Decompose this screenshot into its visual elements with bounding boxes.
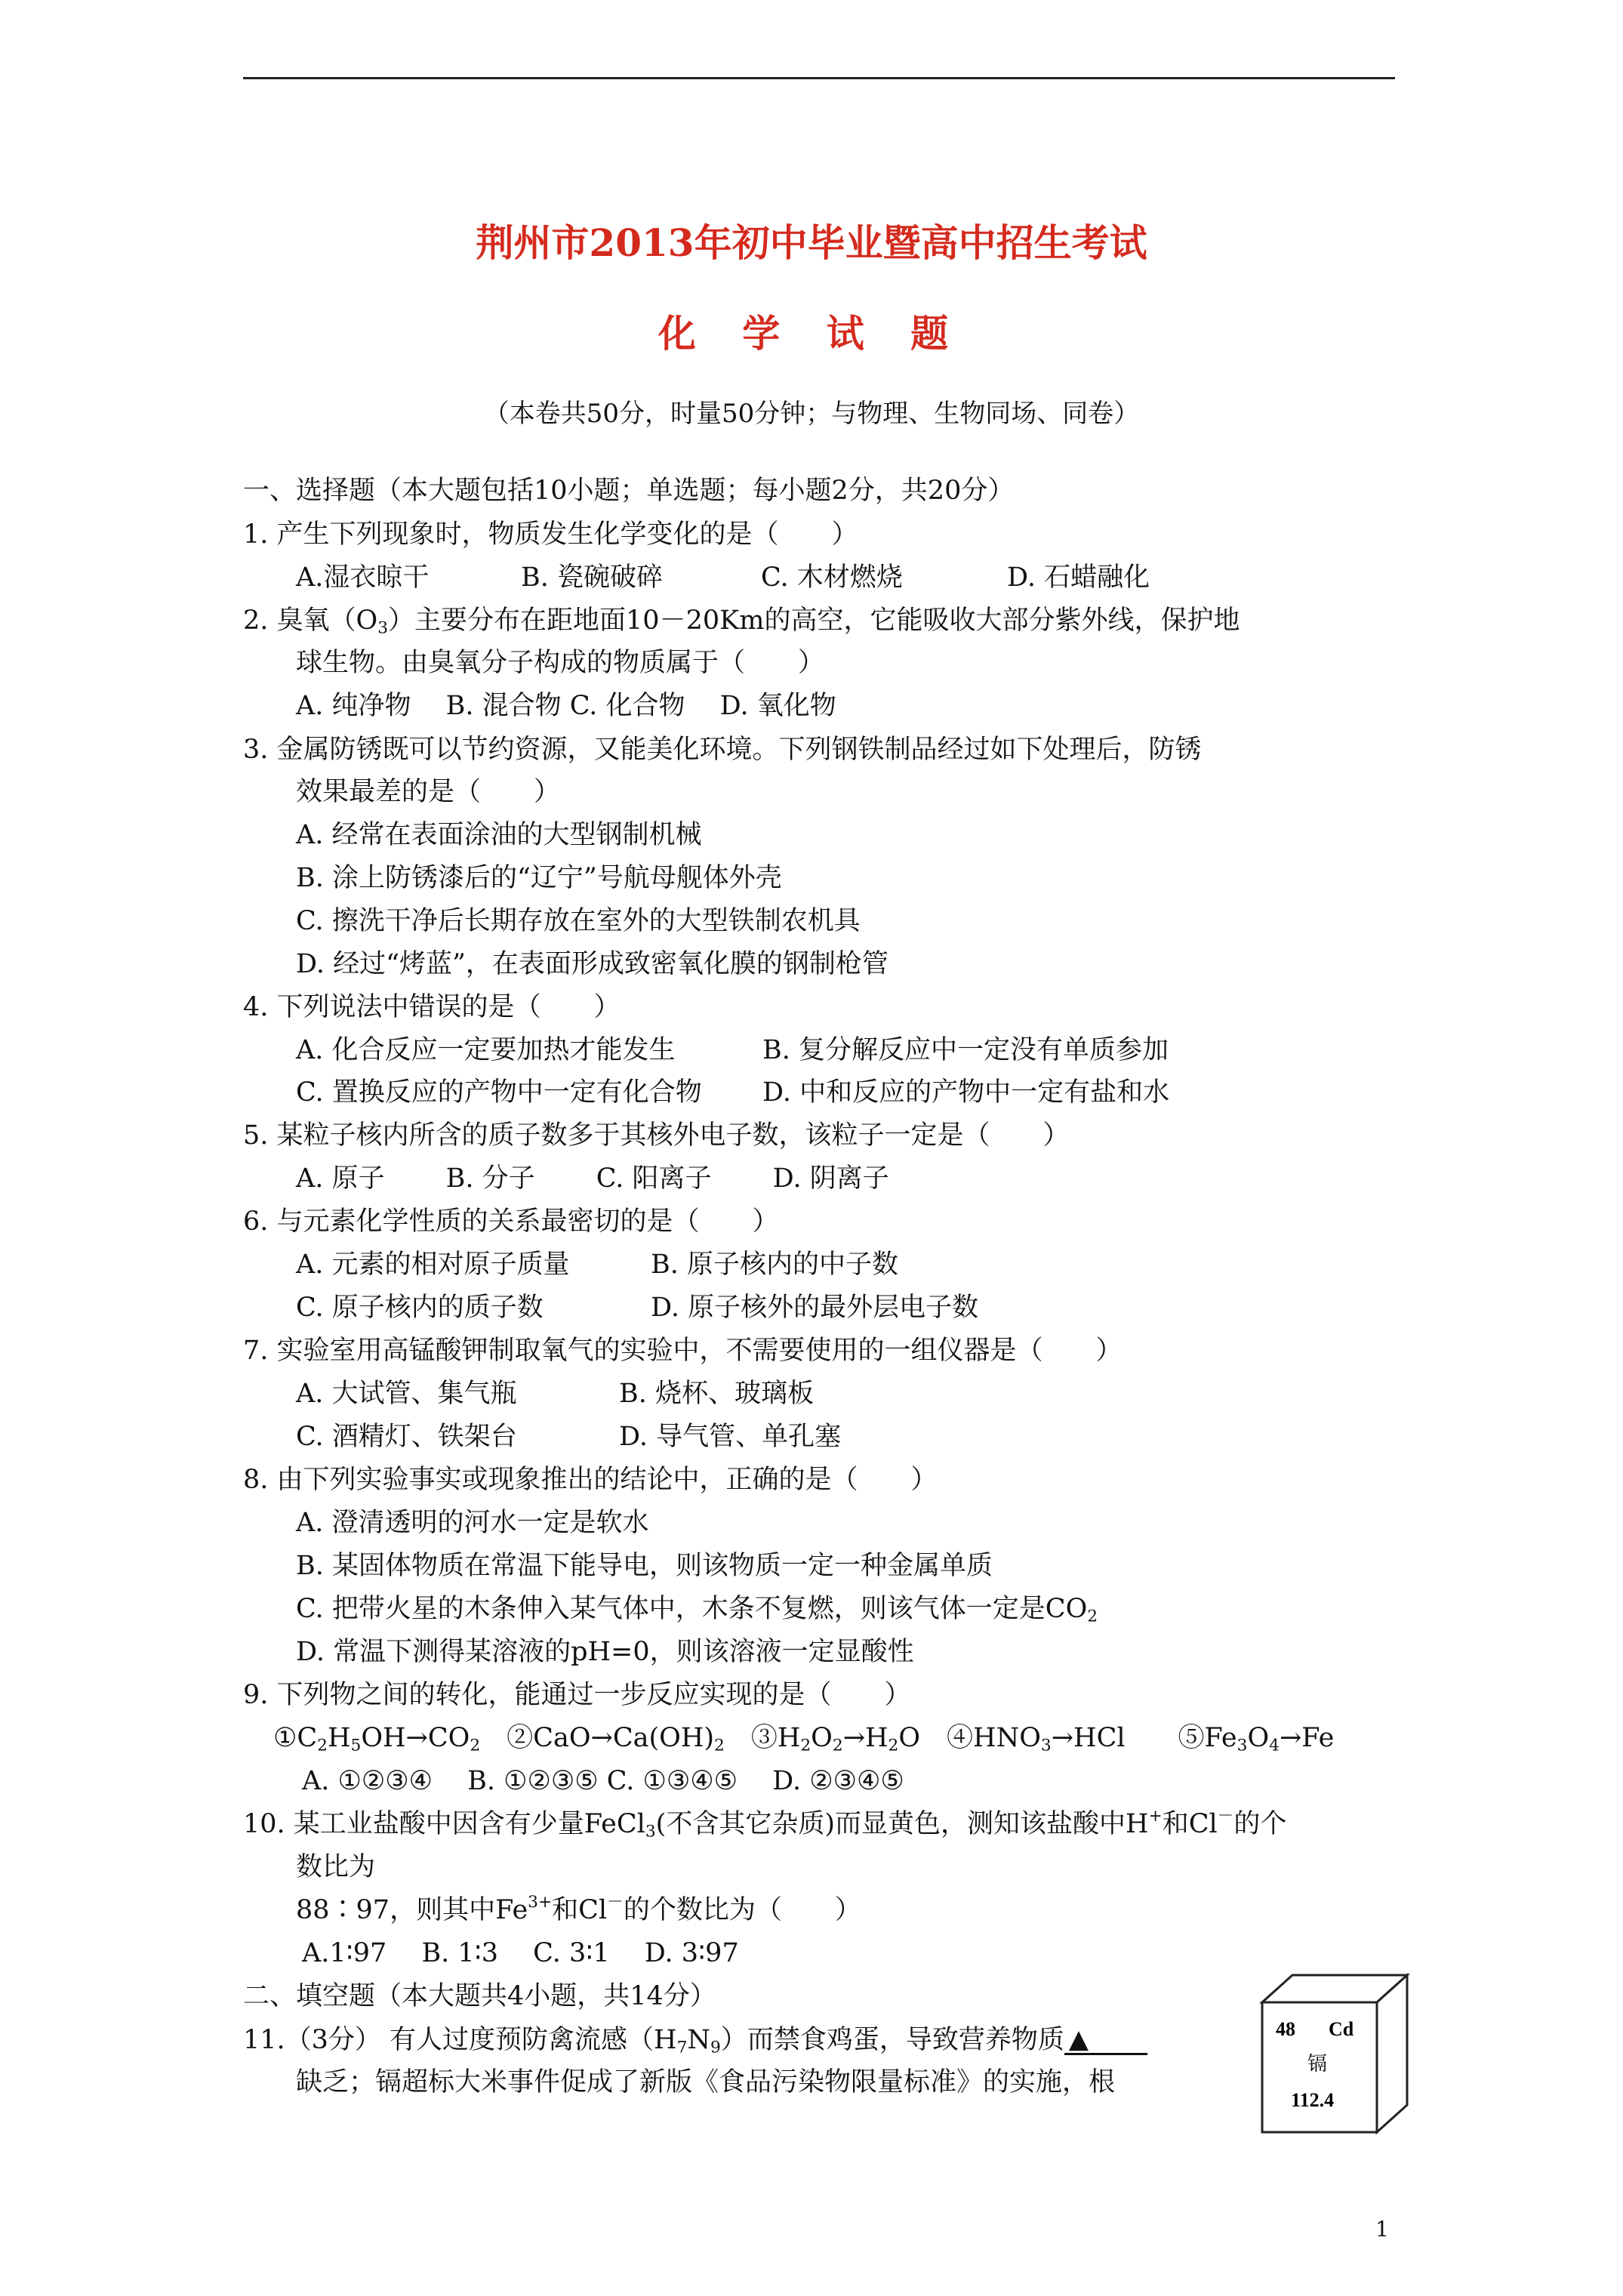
q10-options: A.1∶97 B. 1∶3 C. 3∶1 D. 3∶97 [302,1938,739,1968]
q8-option-c: C. 把带火星的木条伸入某气体中，木条不复燃，则该气体一定是$CO_2$ [296,1594,1098,1626]
q4-option-b: B. 复分解反应中一定没有单质参加 [762,1035,1169,1065]
q2-options: A. 纯净物 B. 混合物 C. 化合物 D. 氧化物 [296,691,836,721]
element-mass: 112.4 [1291,2089,1335,2111]
cadmium-element-cube [1259,1972,1410,2138]
q7-option-a: A. 大试管、集气瓶 [296,1379,517,1409]
q11-stem: 11.（3分） 有人过度预防禽流感$(H_7N_9)$而禁食鸡蛋，导致营养物质 ▲ [243,2024,1147,2055]
exam-subtitle: 化 学 试 题 [658,311,965,356]
q3-stem: 3. 金属防锈既可以节约资源，又能美化环境。下列钢铁制品经过如下处理后，防锈 [243,735,1202,765]
element-name: 镉 [1307,2053,1328,2076]
q3-stem-line2: 效果最差的是（ ） [296,777,561,807]
q1-option-b: B. 瓷碗破碎 [521,562,663,593]
q3-option-c: C. 擦洗干净后长期存放在室外的大型铁制农机具 [296,906,861,936]
triangle-marker-icon: ▲ [1068,2024,1089,2054]
q7-option-d: D. 导气管、单孔塞 [619,1422,842,1452]
q10-stem: 10. 某工业盐酸中因含有少量FeCl$_3$(不含其它杂质)而显黄色，测知该盐酸中H+和Cl－的个 [243,1806,1287,1841]
q8-option-d: D. 常温下测得某溶液的pH=0，则该溶液一定显酸性 [296,1637,914,1667]
q8-stem: 8. 由下列实验事实或现象推出的结论中，正确的是（ ） [243,1465,938,1495]
q9-reactions: $①C_2H_5OH\to CO_2$ $②CaO\to Ca(OH)_2$ $③H_2O_2\to H_2O$ $④HNO_3\to HCl$ $⑤Fe_3O_4\to Fe$ [273,1723,1335,1755]
q3-option-d: D. 经过“烤蓝”，在表面形成致密氧化膜的钢制枪管 [296,949,888,979]
q4-option-c: C. 置换反应的产物中一定有化合物 [296,1077,702,1108]
q6-option-b: B. 原子核内的中子数 [651,1250,898,1280]
q6-option-c: C. 原子核内的质子数 [296,1293,544,1323]
exam-note: （本卷共50分，时量50分钟；与物理、生物同场、同卷） [483,399,1140,429]
q2-stem-line2: 球生物。由臭氧分子构成的物质属于（ ） [296,648,825,678]
q4-option-d: D. 中和反应的产物中一定有盐和水 [762,1077,1170,1108]
q1-option-a: A.湿衣晾干 [296,562,430,593]
element-symbol: Cd [1329,2018,1354,2040]
section-1-heading: 一、选择题（本大题包括10小题；单选题；每小题2分，共20分） [243,476,1015,506]
q1-stem: 1. 产生下列现象时，物质发生化学变化的是（ ） [243,519,858,550]
q1-option-d: D. 石蜡融化 [1007,562,1150,593]
q5-stem: 5. 某粒子核内所含的质子数多于其核外电子数，该粒子一定是（ ） [243,1120,1070,1151]
q6-option-d: D. 原子核外的最外层电子数 [651,1293,979,1323]
q10-stem-line2: 数比为 [296,1852,376,1882]
header-rule [243,77,1395,79]
exam-title: 荆州市2013年初中毕业暨高中招生考试 [476,220,1147,265]
element-number: 48 [1276,2018,1295,2040]
q7-option-b: B. 烧杯、玻璃板 [619,1379,814,1409]
q9-stem: 9. 下列物之间的转化，能通过一步反应实现的是（ ） [243,1680,911,1710]
q8-option-a: A. 澄清透明的河水一定是软水 [296,1508,649,1538]
q4-stem: 4. 下列说法中错误的是（ ） [243,992,621,1022]
q8-option-b: B. 某固体物质在常温下能导电，则该物质一定一种金属单质 [296,1551,993,1581]
q11-stem-line2: 缺乏；镉超标大米事件促成了新版《食品污染物限量标准》的实施，根 [296,2067,1116,2097]
q7-stem: 7. 实验室用高锰酸钾制取氧气的实验中，不需要使用的一组仪器是（ ） [243,1336,1123,1366]
q11-answer-blank[interactable] [1064,2024,1147,2055]
q5-options: A. 原子 B. 分子 C. 阳离子 D. 阴离子 [296,1163,889,1194]
q4-option-a: A. 化合反应一定要加热才能发生 [296,1035,676,1065]
q6-stem: 6. 与元素化学性质的关系最密切的是（ ） [243,1207,779,1237]
page-number: 1 [1375,2217,1389,2242]
q2-stem: 2. 臭氧$(O_3)$主要分布在距地面10－20Km的高空，它能吸收大部分紫外线，保护地 [243,606,1240,638]
q3-option-a: A. 经常在表面涂油的大型钢制机械 [296,820,702,850]
q7-option-c: C. 酒精灯、铁架台 [296,1422,517,1452]
section-2-heading: 二、填空题（本大题共4小题，共14分） [243,1981,716,2011]
q1-option-c: C. 木材燃烧 [761,562,903,593]
q3-option-b: B. 涂上防锈漆后的“辽宁”号航母舰体外壳 [296,863,782,893]
q6-option-a: A. 元素的相对原子质量 [296,1250,570,1280]
q10-stem-line3: 88∶97，则其中$Fe^{3+}$和Cl－的个数比为（ ） [296,1892,861,1925]
q9-options: A. ①②③④ B. ①②③⑤ C. ①③④⑤ D. ②③④⑤ [302,1766,904,1796]
